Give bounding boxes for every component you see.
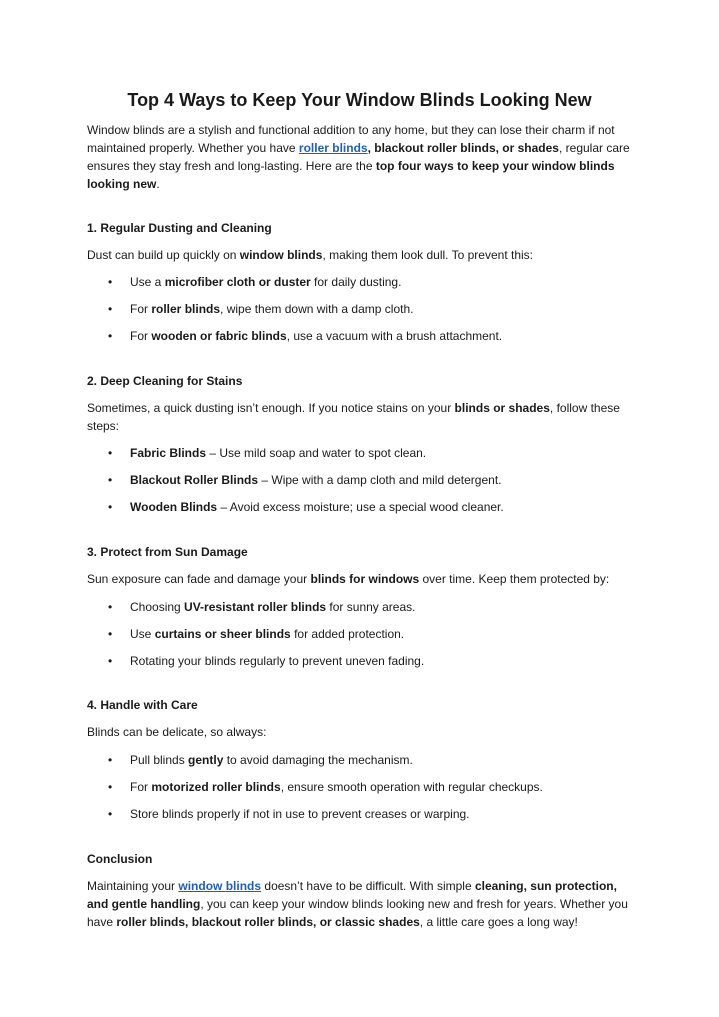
bullet-icon: • — [108, 753, 113, 767]
bullet-icon: • — [108, 627, 113, 641]
bullet-icon: • — [108, 473, 113, 487]
conclusion-bold-1: cleaning, sun protection, and gentle handling — [87, 879, 617, 911]
section-1-text-2: , making them look dull. To prevent this: — [322, 248, 533, 262]
bullet-icon: • — [108, 807, 113, 821]
roller-blinds-link[interactable]: roller blinds — [298, 141, 368, 155]
section-2-paragraph — [87, 399, 637, 435]
page-title: Top 4 Ways to Keep Your Window Blinds Looking New — [127, 90, 592, 110]
intro-text-3: . — [156, 177, 160, 191]
conclusion-bold-2: roller blinds, blackout roller blinds, or classic shades — [116, 915, 420, 929]
section-3-text-2: over time. Keep them protected by: — [419, 572, 610, 586]
intro-text-2: , regular care ensures they stay fresh and long-lasting. Here are the — [87, 141, 630, 173]
window-blinds-link[interactable]: window blinds — [178, 879, 262, 893]
section-1-heading: 1. Regular Dusting and Cleaning — [87, 221, 272, 235]
section-3-paragraph — [87, 570, 637, 588]
intro-text-1: Window blinds are a stylish and functional addition to any home, but they can lose their charm if not maintained properly. Whether you have — [87, 123, 615, 155]
section-2-bold: blinds or shades — [454, 401, 550, 415]
section-3-heading: 3. Protect from Sun Damage — [87, 545, 248, 559]
section-3-text-1: Sun exposure can fade and damage your — [87, 572, 311, 586]
bullet-icon: • — [108, 275, 113, 289]
intro-paragraph — [87, 121, 637, 193]
section-2-text-2: , follow these steps: — [87, 401, 620, 433]
bullet-icon: • — [108, 302, 113, 316]
bullet-icon: • — [108, 446, 113, 460]
bullet-icon: • — [108, 600, 113, 614]
conclusion-paragraph — [87, 877, 637, 931]
bullet-icon: • — [108, 780, 113, 794]
conclusion-text-1: Maintaining your — [87, 879, 179, 893]
bullet-icon: • — [108, 500, 113, 514]
bullet-icon: • — [108, 329, 113, 343]
section-1-bold: window blinds — [239, 248, 323, 262]
section-2-heading: 2. Deep Cleaning for Stains — [87, 374, 243, 388]
conclusion-text-4: , a little care goes a long way! — [419, 915, 578, 929]
section-1-paragraph — [87, 246, 637, 264]
intro-bold-1: , blackout roller blinds, or shades — [367, 141, 559, 155]
section-2-text-1: Sometimes, a quick dusting isn’t enough. If you notice stains on your — [87, 401, 455, 415]
conclusion-heading: Conclusion — [87, 852, 153, 866]
intro-bold-2: top four ways to keep your window blinds looking new — [87, 159, 615, 191]
document-page: Top 4 Ways to Keep Your Window Blinds Looking New Window blinds are a stylish and functional addition to any home, but they can lose their charm if not maintained properly. Whether you have roller blinds, blackout roller blinds, or shades, regular care ensures they stay fresh and long-lasting. Here are the top four ways to keep your window blinds looking new. 1. Regular Dusting and Cleaning Dust can build up quickly on window blinds, making them look dull. To prevent this: • Use a microfiber cloth or duster for daily dusting. • For roller blinds, wipe them down with a damp cloth. • For wooden or fabric blinds, use a vacuum with a brush attachment. 2. Deep Cleaning for Stains Sometimes, a quick dusting isn’t enough. If you notice stains on your blinds or shades, follow these steps: • Fabric Blinds – Use mild soap and water to spot clean. • Blackout Roller Blinds – Wipe with a damp cloth and mild detergent. • Wooden Blinds – Avoid excess moisture; use a special wood cleaner. 3. Protect from Sun Damage Sun exposure can fade and damage your blinds for windows over time. Keep them protected by: • Choosing UV-resistant roller blinds for sunny areas. • Use curtains or sheer blinds for added protection. • Rotating your blinds regularly to prevent uneven fading. 4. Handle with Care Blinds can be delicate, so always: • Pull blinds gently to avoid damaging the mechanism. • For motorized roller blinds, ensure smooth operation with regular checkups. • Store blinds properly if not in use to prevent creases or warping. Conclusion Maintaining your window blinds doesn’t have to be difficult. With simple cleaning, sun protection, and gentle handling, you can keep your window blinds looking new and fresh for years. Whether you have roller blinds, blackout roller blinds, or classic shades, a little care goes a long way! — [0, 0, 719, 1017]
conclusion-text-3: , you can keep your window blinds looking new and fresh for years. Whether you have — [87, 897, 628, 929]
conclusion-text-2: doesn’t have to be difficult. With simple — [261, 879, 475, 893]
section-1-text-1: Dust can build up quickly on — [87, 248, 240, 262]
section-4-paragraph — [87, 723, 637, 741]
section-3-bold: blinds for windows — [310, 572, 420, 586]
section-4-heading: 4. Handle with Care — [87, 698, 198, 712]
section-4-text: Blinds can be delicate, so always: — [87, 725, 267, 739]
bullet-icon: • — [108, 654, 113, 668]
